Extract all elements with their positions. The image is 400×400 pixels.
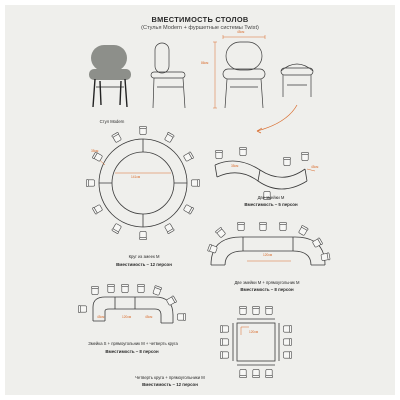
chair-caption: Стул Modern	[99, 119, 125, 124]
chair-icon	[191, 179, 199, 186]
q-capacity: Вместимость – 12 персон	[142, 382, 198, 387]
chair-icon	[139, 231, 146, 239]
circle-depth-dim: 35см	[91, 149, 99, 153]
chair-icon	[239, 369, 246, 377]
chair-icon	[239, 147, 246, 155]
s-caption: Змейка S + прямоугольник М + четверть круга	[88, 341, 178, 346]
snakes-capacity: Вместимость – 5 персон	[244, 202, 298, 207]
chair-icon	[137, 284, 144, 292]
chair-front-view	[213, 35, 265, 108]
s-dim-b: 120см	[122, 315, 132, 319]
two-snakes-rectangle-layout	[207, 222, 330, 265]
chair-icon	[279, 222, 286, 230]
chair-icon	[91, 286, 98, 294]
circle-capacity: Вместимость – 12 персон	[116, 262, 172, 267]
snakes-caption: Две змейки М	[257, 195, 285, 200]
chair-icon	[301, 152, 308, 160]
chair-icon	[177, 313, 185, 320]
q-width-dim: 120см	[249, 330, 259, 334]
chair-icon	[252, 369, 259, 377]
circle-of-snakes-layout	[86, 126, 199, 239]
chair-icon	[283, 338, 291, 345]
chair-icon	[164, 132, 174, 143]
chair-icon	[239, 306, 246, 314]
chair-icon	[259, 222, 266, 230]
two-snakes-layout	[215, 147, 315, 199]
chair-icon	[78, 305, 86, 312]
snakes-rect-capacity: Вместимость – 8 персон	[240, 287, 294, 292]
chair-icon	[121, 284, 128, 292]
page-title: ВМЕСТИМОСТЬ СТОЛОВ	[151, 15, 249, 24]
chair-icon	[265, 369, 272, 377]
chair-icon	[152, 285, 162, 295]
chair-side-view	[151, 43, 185, 108]
snakes-rect-caption: Две змейки М + прямоугольник М	[234, 280, 300, 285]
s-dim-a: 45см	[97, 315, 105, 319]
chair-photo	[89, 45, 131, 107]
chair-icon	[220, 351, 228, 358]
chair-icon	[220, 325, 228, 332]
chair-icon	[112, 132, 122, 143]
circle-width-dim: 141см	[131, 175, 141, 179]
page-subtitle: (Стулья Modern + фуршетные системы Twist)	[141, 25, 259, 31]
s-capacity: Вместимость – 8 персон	[105, 349, 159, 354]
chair-icon	[86, 179, 94, 186]
circle-caption: Круг из змеек М	[128, 254, 160, 259]
chair-icon	[164, 223, 174, 234]
chair-icon	[183, 152, 194, 162]
capacity-sheet	[5, 5, 395, 395]
chair-icon	[215, 150, 222, 158]
chair-icon	[183, 204, 194, 214]
q-caption: Четверть круга + прямоугольники М	[135, 375, 205, 380]
chair-icon	[283, 157, 290, 165]
chair-top-view	[281, 64, 313, 97]
chair-icon	[237, 222, 244, 230]
chair-icon	[92, 204, 103, 214]
chair-width-dim: 45см	[237, 30, 245, 34]
chair-icon	[283, 351, 291, 358]
chair-icon	[215, 227, 226, 238]
quarters-rectangles-layout	[220, 306, 291, 377]
snakes-width-dim: 45см	[311, 165, 319, 169]
layout-drawings	[5, 5, 395, 395]
snake-rectangle-quarter-layout	[78, 284, 185, 323]
chair-icon	[312, 238, 323, 248]
s-dim-c: 45см	[145, 315, 153, 319]
connector-arrow	[257, 105, 297, 131]
chair-icon	[112, 223, 122, 234]
chair-icon	[252, 306, 259, 314]
chair-icon	[283, 325, 291, 332]
chair-icon	[139, 126, 146, 134]
chair-height-dim: 86см	[201, 61, 209, 65]
chair-icon	[321, 253, 330, 262]
chair-icon	[298, 225, 308, 236]
chair-icon	[220, 338, 228, 345]
chair-icon	[166, 296, 177, 306]
chair-icon	[207, 244, 217, 254]
snakes-rect-width-dim: 120см	[263, 253, 273, 257]
chair-icon	[107, 284, 114, 292]
chair-icon	[265, 306, 272, 314]
snakes-depth-dim: 35см	[231, 164, 239, 168]
